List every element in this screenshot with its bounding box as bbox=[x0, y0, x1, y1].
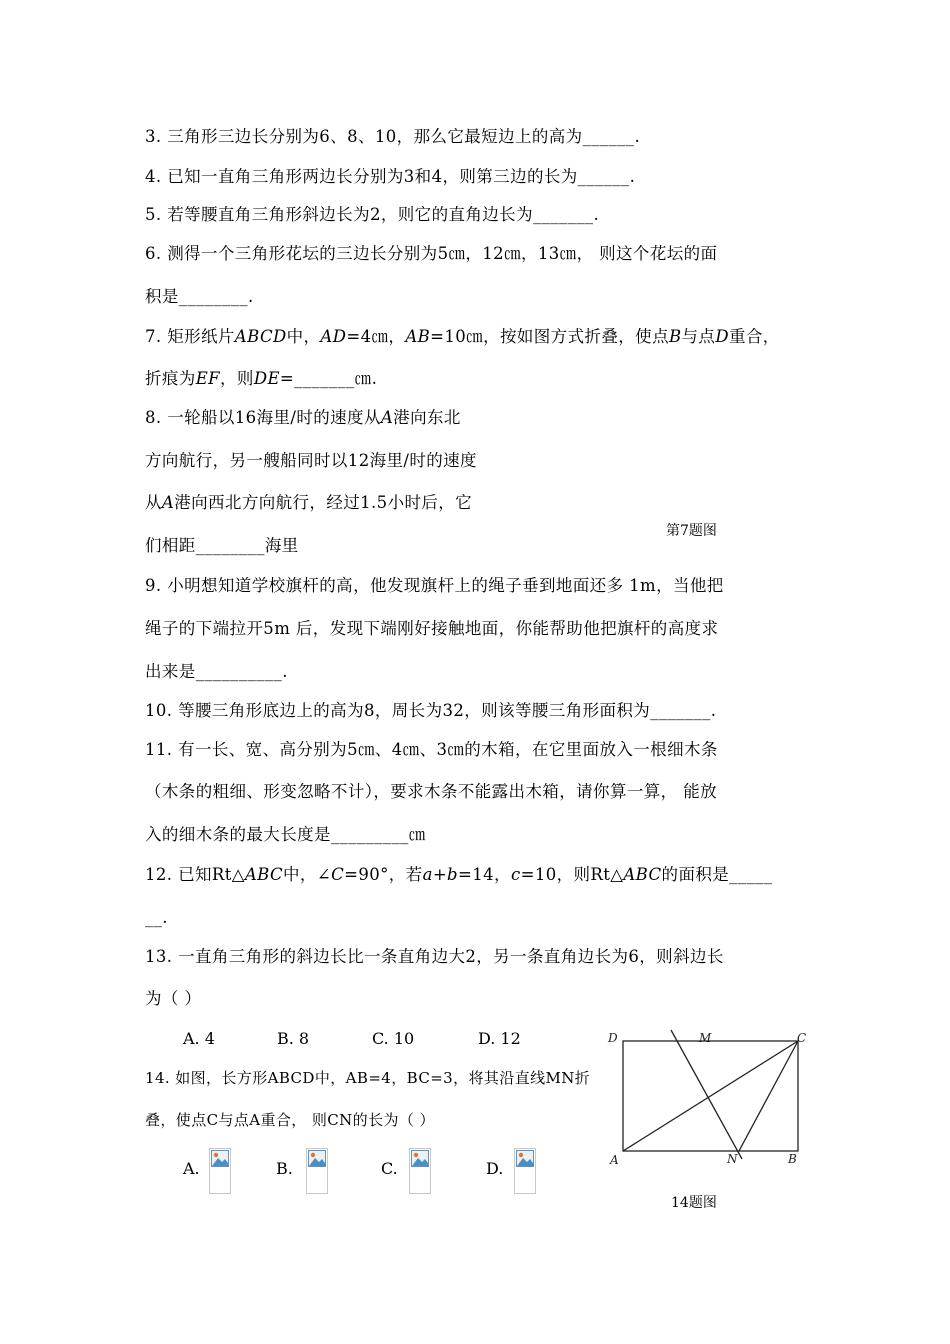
label-n: N bbox=[727, 1152, 738, 1166]
question-12-line2: __. bbox=[145, 908, 168, 927]
question-11-line3: 入的细木条的最大长度是_________㎝ bbox=[145, 825, 426, 844]
q14-option-b: B. bbox=[276, 1159, 293, 1178]
q14-option-c-image bbox=[409, 1148, 431, 1194]
question-6-line1: 6. 测得一个三角形花坛的三边长分别为5㎝，12㎝，13㎝， 则这个花坛的面 bbox=[145, 244, 718, 263]
figure-7-caption: 第7题图 bbox=[666, 523, 717, 539]
q14-option-a-image bbox=[209, 1148, 231, 1194]
question-11-line1: 11. 有一长、宽、高分别为5㎝、4㎝、3㎝的木箱，在它里面放入一根细木条 bbox=[145, 740, 718, 759]
diagonal-ac bbox=[623, 1041, 798, 1151]
question-10: 10. 等腰三角形底边上的高为8，周长为32，则该等腰三角形面积为_______. bbox=[145, 701, 717, 720]
label-b: B bbox=[788, 1152, 797, 1166]
question-8-line2: 方向航行，另一艘船同时以12海里/时的速度 bbox=[145, 451, 477, 470]
label-m: M bbox=[699, 1031, 712, 1045]
question-4: 4. 已知一直角三角形两边长分别为3和4，则第三边的长为______. bbox=[145, 167, 636, 186]
figure-14-caption: 14题图 bbox=[671, 1195, 717, 1211]
question-8-line1: 8. 一轮船以16海里/时的速度从A港向东北 bbox=[145, 408, 461, 427]
broken-image-icon bbox=[411, 1150, 429, 1167]
q13-option-d: D. 12 bbox=[478, 1029, 521, 1048]
q14-option-b-image bbox=[306, 1148, 328, 1194]
question-7-line2: 折痕为EF，则DE=_______㎝. bbox=[145, 369, 378, 388]
q13-option-c: C. 10 bbox=[372, 1029, 415, 1048]
question-5: 5. 若等腰直角三角形斜边长为2，则它的直角边长为_______. bbox=[145, 205, 600, 224]
broken-image-icon bbox=[308, 1150, 326, 1167]
question-9-line2: 绳子的下端拉开5m 后，发现下端刚好接触地面，你能帮助他把旗杆的高度求 bbox=[145, 619, 719, 638]
question-9-line1: 9. 小明想知道学校旗杆的高，他发现旗杆上的绳子垂到地面还多 1m，当他把 bbox=[145, 576, 724, 595]
label-c: C bbox=[797, 1031, 807, 1045]
question-14-line1: 14. 如图，长方形ABCD中，AB=4，BC=3，将其沿直线MN折 bbox=[145, 1069, 591, 1087]
segment-cn bbox=[739, 1041, 798, 1151]
question-13-line1: 13. 一直角三角形的斜边长比一条直角边大2，另一条直角边长为6，则斜边长 bbox=[145, 947, 724, 966]
broken-image-icon bbox=[211, 1150, 229, 1167]
label-a: A bbox=[610, 1153, 619, 1167]
broken-image-icon bbox=[516, 1150, 534, 1167]
q13-option-b: B. 8 bbox=[277, 1029, 310, 1048]
question-14-line2: 叠，使点C与点A重合， 则CN的长为（ ） bbox=[145, 1111, 435, 1129]
label-d: D bbox=[608, 1031, 618, 1045]
question-8-line3: 从A港向西北方向航行，经过1.5小时后，它 bbox=[145, 493, 473, 512]
q14-option-a: A. bbox=[183, 1159, 200, 1178]
question-3: 3. 三角形三边长分别为6、8、10，那么它最短边上的高为______. bbox=[145, 127, 641, 146]
q14-option-c: C. bbox=[381, 1159, 398, 1178]
q14-option-d-image bbox=[514, 1148, 536, 1194]
question-12-line1: 12. 已知Rt△ABC中，∠C=90°，若a+b=14，c=10，则Rt△ABC的面积是_____ bbox=[145, 865, 773, 884]
figure-14-diagram bbox=[600, 1028, 820, 1170]
question-8-line4: 们相距________海里 bbox=[145, 536, 299, 555]
question-9-line3: 出来是__________. bbox=[145, 662, 288, 681]
q14-option-d: D. bbox=[486, 1159, 504, 1178]
q13-option-a: A. 4 bbox=[183, 1029, 215, 1048]
question-13-line2: 为（ ） bbox=[145, 989, 202, 1008]
question-6-line2: 积是________. bbox=[145, 287, 254, 306]
fold-line-mn bbox=[671, 1030, 742, 1159]
question-7-line1: 7. 矩形纸片ABCD中，AD=4㎝，AB=10㎝，按如图方式折叠，使点B与点D重合， bbox=[145, 327, 780, 346]
question-11-line2: （木条的粗细、形变忽略不计），要求木条不能露出木箱，请你算一算， 能放 bbox=[145, 782, 717, 801]
